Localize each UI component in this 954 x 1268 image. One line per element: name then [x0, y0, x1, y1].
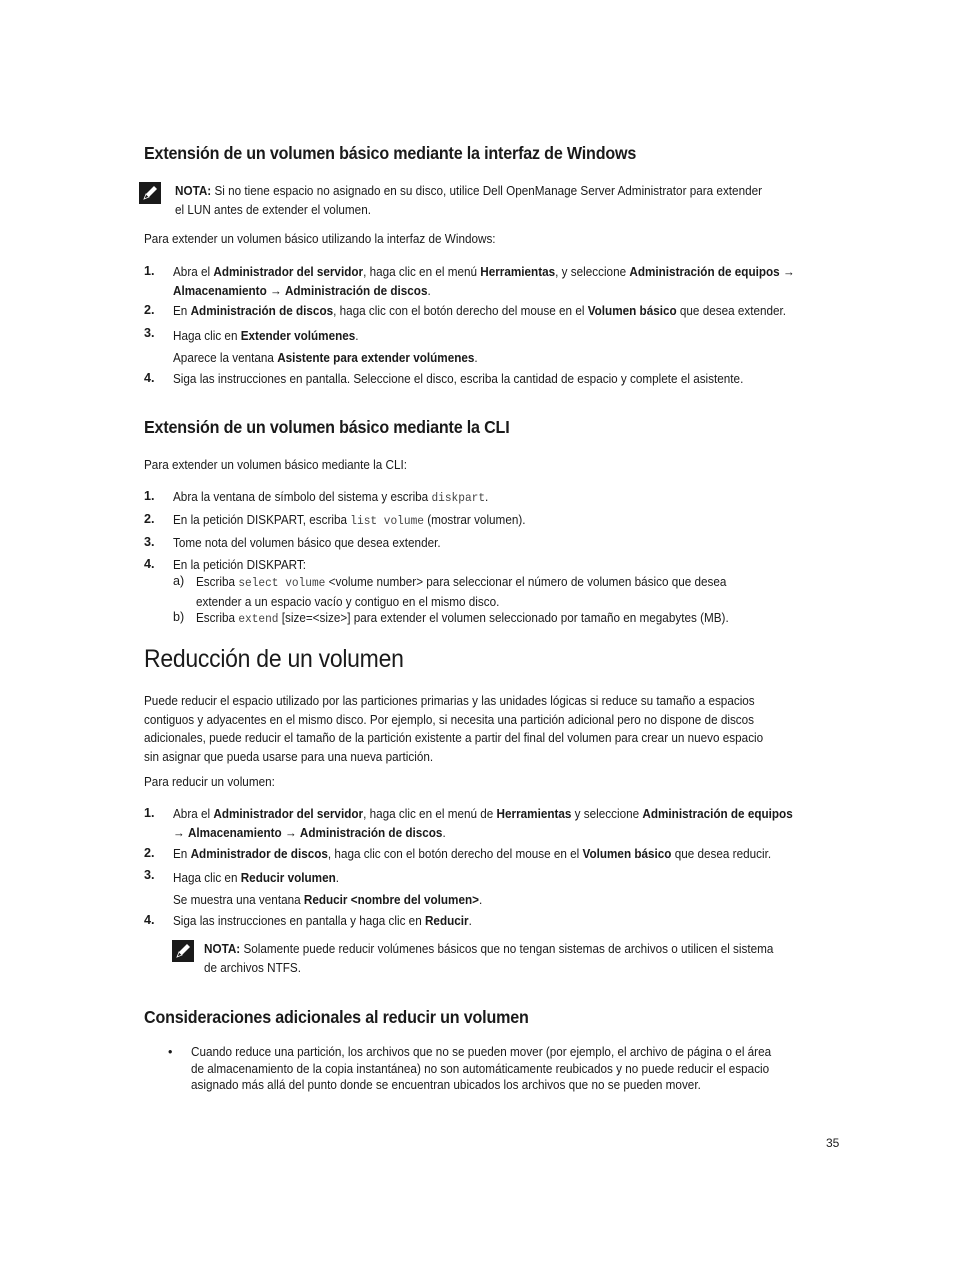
step-number: 1.	[144, 806, 155, 820]
code-snippet: list volume	[350, 514, 424, 528]
list-item: Escriba select volume <volume number> para seleccionar el número de volumen básico que desea extender a un espacio vacío y contiguo en el mismo disco.	[196, 575, 727, 609]
step-number: 4.	[144, 371, 155, 385]
pencil-note-icon	[172, 940, 194, 962]
substep-label: b)	[173, 610, 185, 624]
list-item: En la petición DISKPART:	[173, 558, 307, 572]
paragraph-reduce: Puede reducir el espacio utilizado por las particiones primarias y las unidades lógicas si reduce su tamaño a espacios contiguos y adyacentes en el mismo disco. Por ejemplo, si necesita una partición adicional pero no dispone de discos adicionales, puede reducir el tamaño de la partición existente a partir del final del volumen para crear un nuevo espacio sin asignar que pueda usarse para una nueva partición.	[144, 694, 764, 764]
list-item: En Administración de discos, haga clic con el botón derecho del mouse en el Volumen básico que desea extender.	[173, 304, 787, 318]
step-number: 2.	[144, 512, 155, 526]
page-number: 35	[826, 1136, 840, 1150]
code-snippet: select volume	[238, 576, 326, 590]
step-number: 3.	[144, 326, 155, 340]
list-item: Tome nota del volumen básico que desea extender.	[173, 536, 441, 550]
heading-extend-windows: Extensión de un volumen básico mediante la interfaz de Windows	[144, 143, 637, 163]
step-number: 4.	[144, 913, 155, 927]
step-number: 3.	[144, 868, 155, 882]
list-item: Escriba extend [size=<size>] para extender el volumen seleccionado por tamaño en megabytes (MB).	[196, 611, 729, 626]
heading-extend-cli: Extensión de un volumen básico mediante la CLI	[144, 417, 510, 437]
list-item: Siga las instrucciones en pantalla y haga clic en Reducir.	[173, 914, 472, 928]
list-item: Siga las instrucciones en pantalla. Seleccione el disco, escriba la cantidad de espacio y complete el asistente.	[173, 372, 744, 386]
list-item: Haga clic en Reducir volumen. Se muestra una ventana Reducir <nombre del volumen>.	[173, 871, 483, 907]
list-item: En la petición DISKPART, escriba list volume (mostrar volumen).	[173, 513, 526, 528]
step-number: 2.	[144, 846, 155, 860]
intro-windows: Para extender un volumen básico utilizando la interfaz de Windows:	[144, 232, 496, 246]
substep-label: a)	[173, 574, 185, 588]
bullet-marker: •	[168, 1045, 173, 1059]
list-item: Cuando reduce una partición, los archivos que no se pueden mover (por ejemplo, el archivo de página o el área de almacenamiento de la copia instantánea) no son automáticamente reubicados y no puede reducir el espacio asignado más allá del punto donde se encuentran ubicados los archivos que no se pueden mover.	[191, 1045, 772, 1092]
note-reduce: NOTA: Solamente puede reducir volúmenes básicos que no tengan sistemas de archivos o utilicen el sistema de archivos NTFS.	[204, 942, 774, 975]
heading-reduce-volume: Reducción de un volumen	[144, 645, 404, 673]
list-item: Abra el Administrador del servidor, haga clic en el menú de Herramientas y seleccione Administración de equipos → Almacenamiento → Administración de discos.	[173, 807, 793, 840]
pencil-note-icon	[139, 182, 161, 204]
code-snippet: diskpart	[431, 491, 486, 505]
step-number: 1.	[144, 264, 155, 278]
list-item: Abra el Administrador del servidor, haga clic en el menú Herramientas, y seleccione Administración de equipos → Almacenamiento → Administración de discos.	[173, 265, 795, 298]
heading-considerations: Consideraciones adicionales al reducir un volumen	[144, 1007, 529, 1027]
list-item: En Administrador de discos, haga clic con el botón derecho del mouse en el Volumen básico que desea reducir.	[173, 847, 772, 861]
step-number: 1.	[144, 489, 155, 503]
list-item: Haga clic en Extender volúmenes. Aparece la ventana Asistente para extender volúmenes.	[173, 329, 478, 365]
note-windows: NOTA: Si no tiene espacio no asignado en su disco, utilice Dell OpenManage Server Administrator para extender el LUN antes de extender el volumen.	[175, 184, 763, 217]
step-number: 2.	[144, 303, 155, 317]
intro-cli: Para extender un volumen básico mediante la CLI:	[144, 458, 408, 472]
intro-reduce: Para reducir un volumen:	[144, 775, 275, 789]
code-snippet: extend	[238, 612, 279, 626]
step-number: 4.	[144, 557, 155, 571]
list-item: Abra la ventana de símbolo del sistema y escriba diskpart.	[173, 490, 489, 505]
step-number: 3.	[144, 535, 155, 549]
